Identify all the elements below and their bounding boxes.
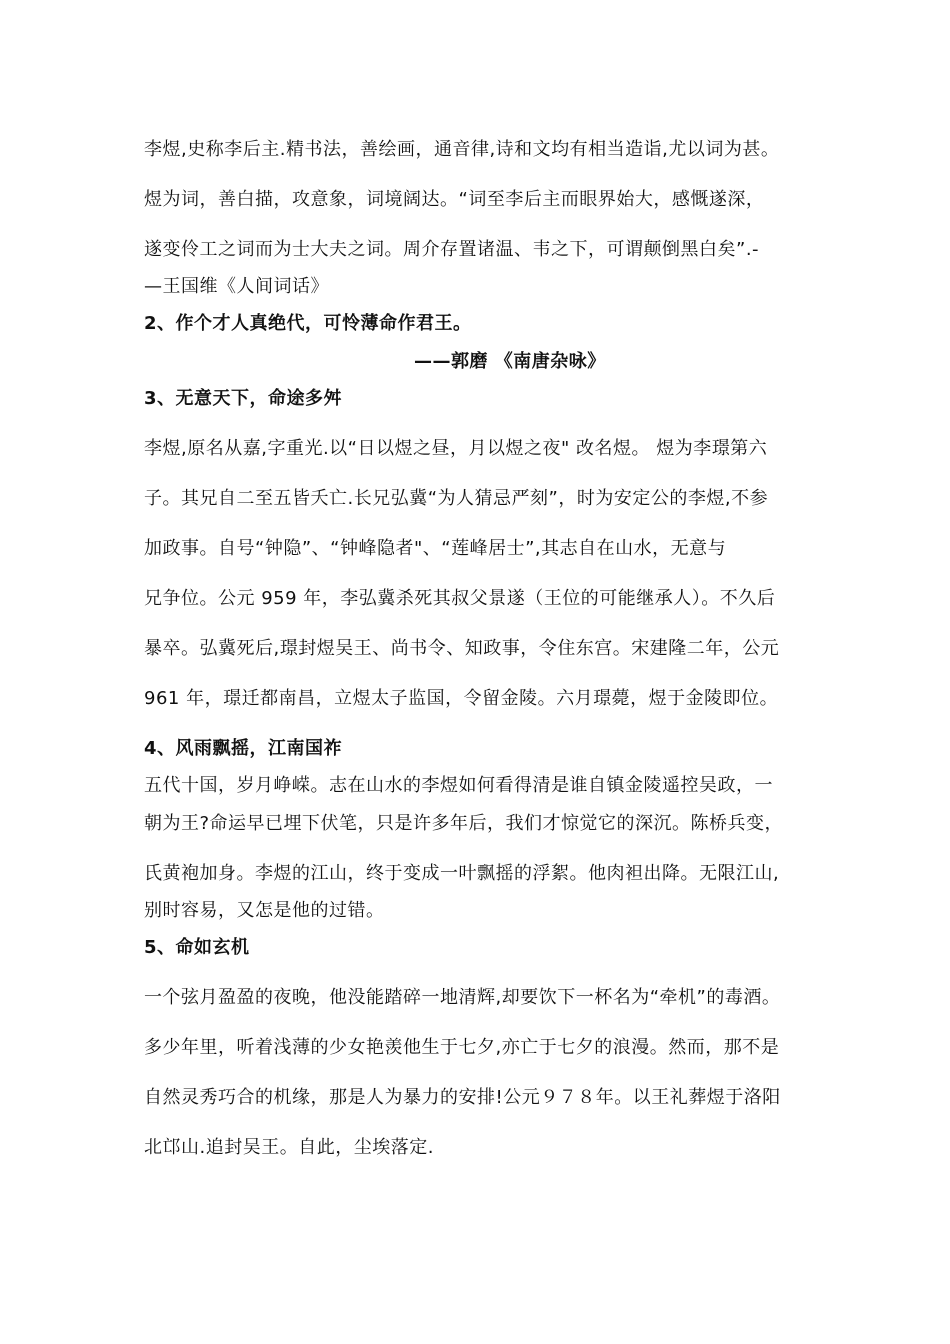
section-heading: 2、作个才人真绝代，可怜薄命作君王。	[144, 313, 472, 334]
paragraph-line: 多少年里，听着浅薄的少女艳羡他生于七夕,亦亡于七夕的浪漫。然而，那不是	[144, 1037, 780, 1058]
paragraph-line: 朝为王?命运早已埋下伏笔，只是许多年后，我们才惊觉它的深沉。陈桥兵变，	[144, 813, 784, 834]
paragraph-line: 暴卒。弘冀死后,璟封煜吴王、尚书令、知政事，令住东宫。宋建隆二年，公元	[144, 638, 780, 659]
paragraph-line: 子。其兄自二至五皆夭亡.长兄弘冀“为人猜忌严刻”，时为安定公的李煜,不参	[144, 488, 769, 509]
poem-citation: ——郭磨 《南唐杂咏》	[414, 351, 606, 372]
paragraph-line: 961 年，璟迁都南昌，立煜太子监国，令留金陵。六月璟薨，煜于金陵即位。	[144, 688, 779, 709]
paragraph-line: 李煜,原名从嘉,字重光.以“日以煜之昼，月以煜之夜" 改名煜。 煜为李璟第六	[144, 438, 768, 459]
paragraph-line: 遂变伶工之词而为士大夫之词。周介存置诸温、韦之下，可谓颠倒黑白矣”.-	[144, 239, 760, 260]
paragraph-line: 煜为词，善白描，攻意象，词境阔达。“词至李后主而眼界始大，感慨遂深，	[144, 189, 765, 210]
citation-line: —王国维《人间词话》	[144, 276, 329, 297]
paragraph-line: 兄争位。公元 959 年，李弘冀杀死其叔父景遂（王位的可能继承人）。不久后	[144, 588, 776, 609]
paragraph-line: 北邙山.追封吴王。自此，尘埃落定.	[144, 1137, 434, 1158]
paragraph-line: 一个弦月盈盈的夜晚，他没能踏碎一地清辉,却要饮下一杯名为“牵机”的毒酒。	[144, 987, 781, 1008]
paragraph-line: 五代十国，岁月峥嵘。志在山水的李煜如何看得清是谁自镇金陵遥控吴政，一	[144, 775, 773, 796]
paragraph-line: 加政事。自号“钟隐”、“钟峰隐者"、“莲峰居士”,其志自在山水，无意与	[144, 538, 727, 559]
paragraph-line: 自然灵秀巧合的机缘，那是人为暴力的安排!公元９７８年。以王礼葬煜于洛阳	[144, 1087, 781, 1108]
section-heading: 3、无意天下，命途多舛	[144, 388, 343, 409]
paragraph-line: 李煜,史称李后主.精书法，善绘画，通音律,诗和文均有相当造诣,尤以词为甚。	[144, 139, 780, 160]
paragraph-line: 别时容易，又怎是他的过错。	[144, 900, 385, 921]
section-heading: 5、命如玄机	[144, 937, 250, 958]
paragraph-line: 氏黄袍加身。李煜的江山，终于变成一叶飘摇的浮絮。他肉袒出降。无限江山,	[144, 863, 780, 884]
section-heading: 4、风雨飘摇，江南国祚	[144, 738, 343, 759]
